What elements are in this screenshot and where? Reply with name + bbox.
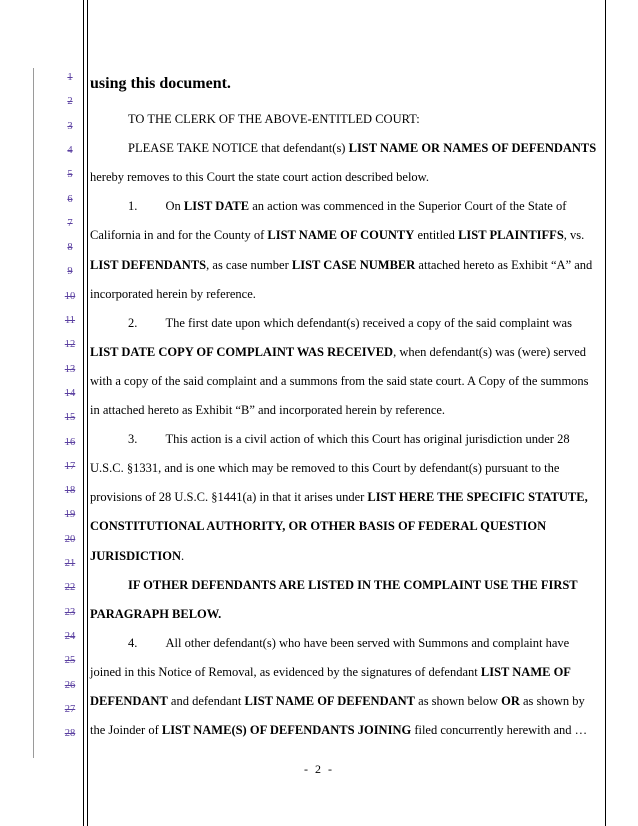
bold-placeholder: LIST CASE NUMBER: [291, 257, 416, 272]
bold-placeholder: CONSTITUTIONAL AUTHORITY, OR OTHER BASIS OF FEDERAL QUESTION: [90, 519, 547, 534]
bold-placeholder: LIST NAME OF COUNTY: [267, 228, 415, 243]
document-line: [90, 549, 184, 564]
line-number: 20: [64, 533, 76, 545]
bold-placeholder: LIST HERE THE SPECIFIC STATUTE,: [367, 490, 588, 505]
bold-placeholder: LIST DEFENDANTS: [90, 257, 207, 272]
line-number: 27: [64, 703, 76, 715]
text-run: TO THE CLERK OF THE ABOVE-ENTITLED COURT:: [128, 112, 420, 126]
text-run: as shown below: [415, 694, 502, 708]
line-number: 1: [67, 72, 73, 83]
line-number: 4: [67, 144, 73, 156]
line-number: 13: [64, 363, 76, 375]
bold-placeholder: PARAGRAPH BELOW.: [90, 606, 222, 621]
bold-placeholder: OR: [501, 694, 520, 708]
bold-placeholder: IF OTHER DEFENDANTS ARE LISTED IN THE COMPLAINT USE THE FIRST: [128, 577, 578, 592]
document-line: [90, 665, 571, 680]
text-run: , as case number: [206, 257, 292, 272]
text-run: filed concurrently herewith and …: [411, 723, 588, 738]
document-line: [90, 287, 256, 302]
section-heading: using this document.: [90, 75, 231, 92]
text-run: U.S.C. §1331, and is one which may be removed to this Court by defendant(s) pursuant to the: [90, 461, 560, 476]
line-number: 25: [64, 655, 76, 667]
text-run: California in and for the County of: [90, 228, 268, 243]
text-run: entitled: [414, 228, 459, 243]
text-run: 1. On: [128, 199, 184, 214]
bold-placeholder: LIST PLAINTIFFS: [458, 228, 564, 243]
document-line: [128, 432, 570, 447]
line-number: 6: [67, 193, 73, 205]
line-number: 21: [64, 558, 76, 569]
document-line: [90, 374, 589, 389]
line-number: 28: [64, 728, 76, 740]
line-number: 14: [64, 387, 76, 399]
line-number: 18: [64, 485, 76, 497]
document-line: [90, 607, 221, 622]
text-run: an action was commenced in the Superior Court of the State of: [249, 199, 567, 214]
document-line: [90, 258, 592, 273]
bold-placeholder: LIST DATE: [183, 199, 250, 214]
text-run: hereby removes to this Court the state court action described below.: [90, 170, 430, 185]
line-number: 9: [67, 266, 73, 278]
text-run: .: [181, 548, 185, 563]
line-number: 5: [67, 169, 73, 181]
bold-placeholder: LIST DATE COPY OF COMPLAINT WAS RECEIVED: [90, 344, 394, 359]
text-run: in attached hereto as Exhibit “B” and incorporated herein by reference.: [90, 403, 446, 417]
line-number: 16: [64, 436, 76, 448]
text-run: 4. All other defendant(s) who have been served with Summons and complaint have: [128, 635, 570, 650]
page-number: - 2 -: [304, 762, 334, 776]
margin-rule-left-outer: [83, 0, 84, 826]
line-number: 23: [64, 606, 76, 618]
line-number: 26: [64, 679, 76, 691]
line-number: 2: [67, 96, 73, 108]
text-run: 3. This action is a civil action of which this Court has original jurisdiction under 28: [128, 432, 570, 447]
line-number: 3: [67, 120, 73, 132]
bold-placeholder: LIST NAME OF DEFENDANT: [244, 694, 416, 708]
line-number: 24: [64, 630, 76, 642]
document-line: [128, 316, 572, 331]
document-line: [90, 345, 586, 360]
text-run: , when defendant(s) was (were) served: [393, 344, 587, 359]
line-number: 8: [67, 242, 73, 254]
bold-placeholder: LIST NAME OF: [480, 664, 571, 679]
document-line: [128, 141, 596, 156]
document-line: [90, 519, 546, 534]
bold-placeholder: LIST NAME OR NAMES OF DEFENDANTS: [348, 141, 597, 156]
line-number: 10: [64, 290, 76, 302]
bold-placeholder: JURISDICTION: [90, 548, 181, 563]
document-line: [90, 170, 429, 185]
text-run: incorporated herein by reference.: [90, 286, 256, 301]
bold-placeholder: DEFENDANT: [90, 694, 168, 708]
document-line: [90, 694, 585, 709]
text-run: and defendant: [167, 694, 245, 708]
text-run: provisions of 28 U.S.C. §1441(a) in that it arises under: [90, 490, 368, 505]
document-line: [90, 723, 587, 738]
margin-rule-left-inner: [87, 0, 88, 826]
margin-rule-right: [605, 0, 606, 826]
line-number: 12: [64, 339, 76, 351]
line-number: 19: [64, 509, 76, 521]
document-line: [128, 578, 578, 593]
text-run: , vs.: [563, 228, 585, 243]
document-line: [128, 112, 420, 127]
line-number: 11: [64, 315, 76, 326]
line-number: 7: [67, 217, 73, 229]
line-number: 17: [64, 460, 76, 472]
text-run: as shown by: [519, 694, 585, 708]
text-run: PLEASE TAKE NOTICE that defendant(s): [128, 141, 349, 156]
line-number: 15: [64, 412, 76, 424]
text-run: attached hereto as Exhibit “A” and: [415, 257, 593, 272]
bold-placeholder: LIST NAME(S) OF DEFENDANTS JOINING: [161, 723, 412, 738]
text-run: 2. The first date upon which defendant(s) received a copy of the said complaint was: [128, 315, 572, 330]
document-line: [128, 199, 566, 214]
margin-line-gray: [33, 68, 34, 758]
document-line: [90, 461, 559, 476]
line-number: 22: [64, 582, 76, 594]
document-line: [90, 228, 584, 243]
document-line: [90, 403, 445, 418]
text-run: with a copy of the said complaint and a summons from the said state court. A Copy of the summons: [90, 373, 589, 388]
text-run: the Joinder of: [90, 723, 162, 738]
document-line: [90, 490, 588, 505]
text-run: joined in this Notice of Removal, as evidenced by the signatures of defendant: [90, 664, 481, 679]
document-line: [128, 636, 569, 651]
